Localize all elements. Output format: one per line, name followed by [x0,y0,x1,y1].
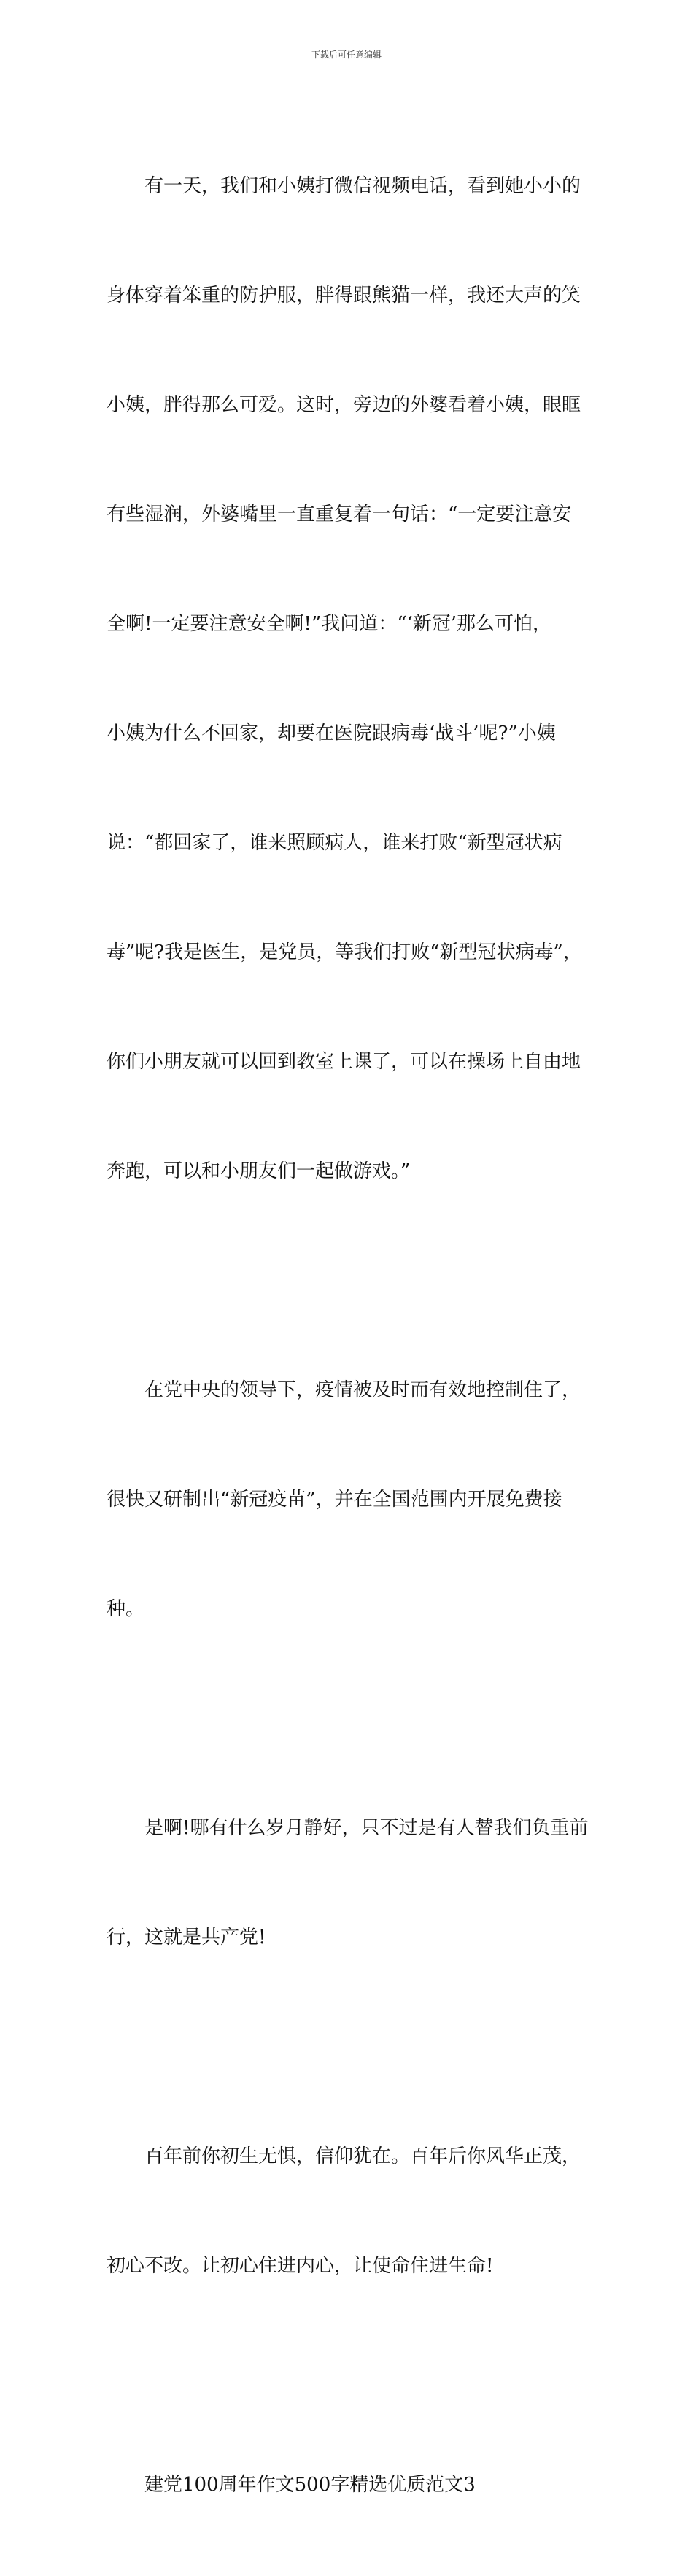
paragraph-gap [107,1262,603,1299]
text-line: 有一天，我们和小姨打微信视频电话，看到她小小的 [144,175,581,197]
text-line: 毒”呢?我是医生，是党员，等我们打败“新型冠状病毒”， [107,941,582,963]
text-line: 百年前你初生无惧，信仰犹在。百年后你风华正茂， [144,2145,581,2167]
paragraph-gap [107,2029,603,2065]
text-line: 行，这就是共产党! [107,1927,266,1948]
paragraph-3 [107,1737,603,2029]
paragraph-gap [107,1700,603,1737]
text-line: 很快又研制出“新冠疫苗”，并在全国范围内开展免费接 [107,1489,562,1511]
paragraph-4 [107,2065,603,2357]
paragraph-gap [107,2357,603,2394]
paragraph-1 [107,95,603,1262]
text-line: 小姨为什么不回家，却要在医院跟病毒‘战斗’呢?”小姨 [107,722,556,744]
heading-line: 建党100周年作文500字精选优质范文3 [144,2474,476,2496]
text-line: 有些湿润，外婆嘴里一直重复着一句话：“一定要注意安 [107,504,572,525]
text-line: 小姨，胖得那么可爱。这时，旁边的外婆看着小姨，眼眶 [107,394,581,416]
paragraph-2 [107,1299,603,1700]
text-line: 全啊!一定要注意安全啊!”我问道：“‘新冠’那么可怕， [107,613,552,635]
text-line: 种。 [107,1598,145,1620]
section-heading [107,2394,603,2576]
page-header: 下载后可任意编辑 [311,50,382,60]
text-line: 你们小朋友就可以回到教室上课了，可以在操场上自由地 [107,1051,581,1073]
text-line: 奔跑，可以和小朋友们一起做游戏。” [107,1160,411,1182]
text-line: 初心不改。让初心住进内心，让使命住进生命! [107,2255,494,2277]
text-line: 身体穿着笨重的防护服，胖得跟熊猫一样，我还大声的笑 [107,285,581,306]
text-line: 是啊!哪有什么岁月静好，只不过是有人替我们负重前 [144,1817,589,1839]
text-line: 说：“都回家了，谁来照顾病人，谁来打败“新型冠状病 [107,832,562,854]
text-line: 在党中央的领导下，疫情被及时而有效地控制住了， [144,1379,581,1401]
document-body [107,95,603,2576]
